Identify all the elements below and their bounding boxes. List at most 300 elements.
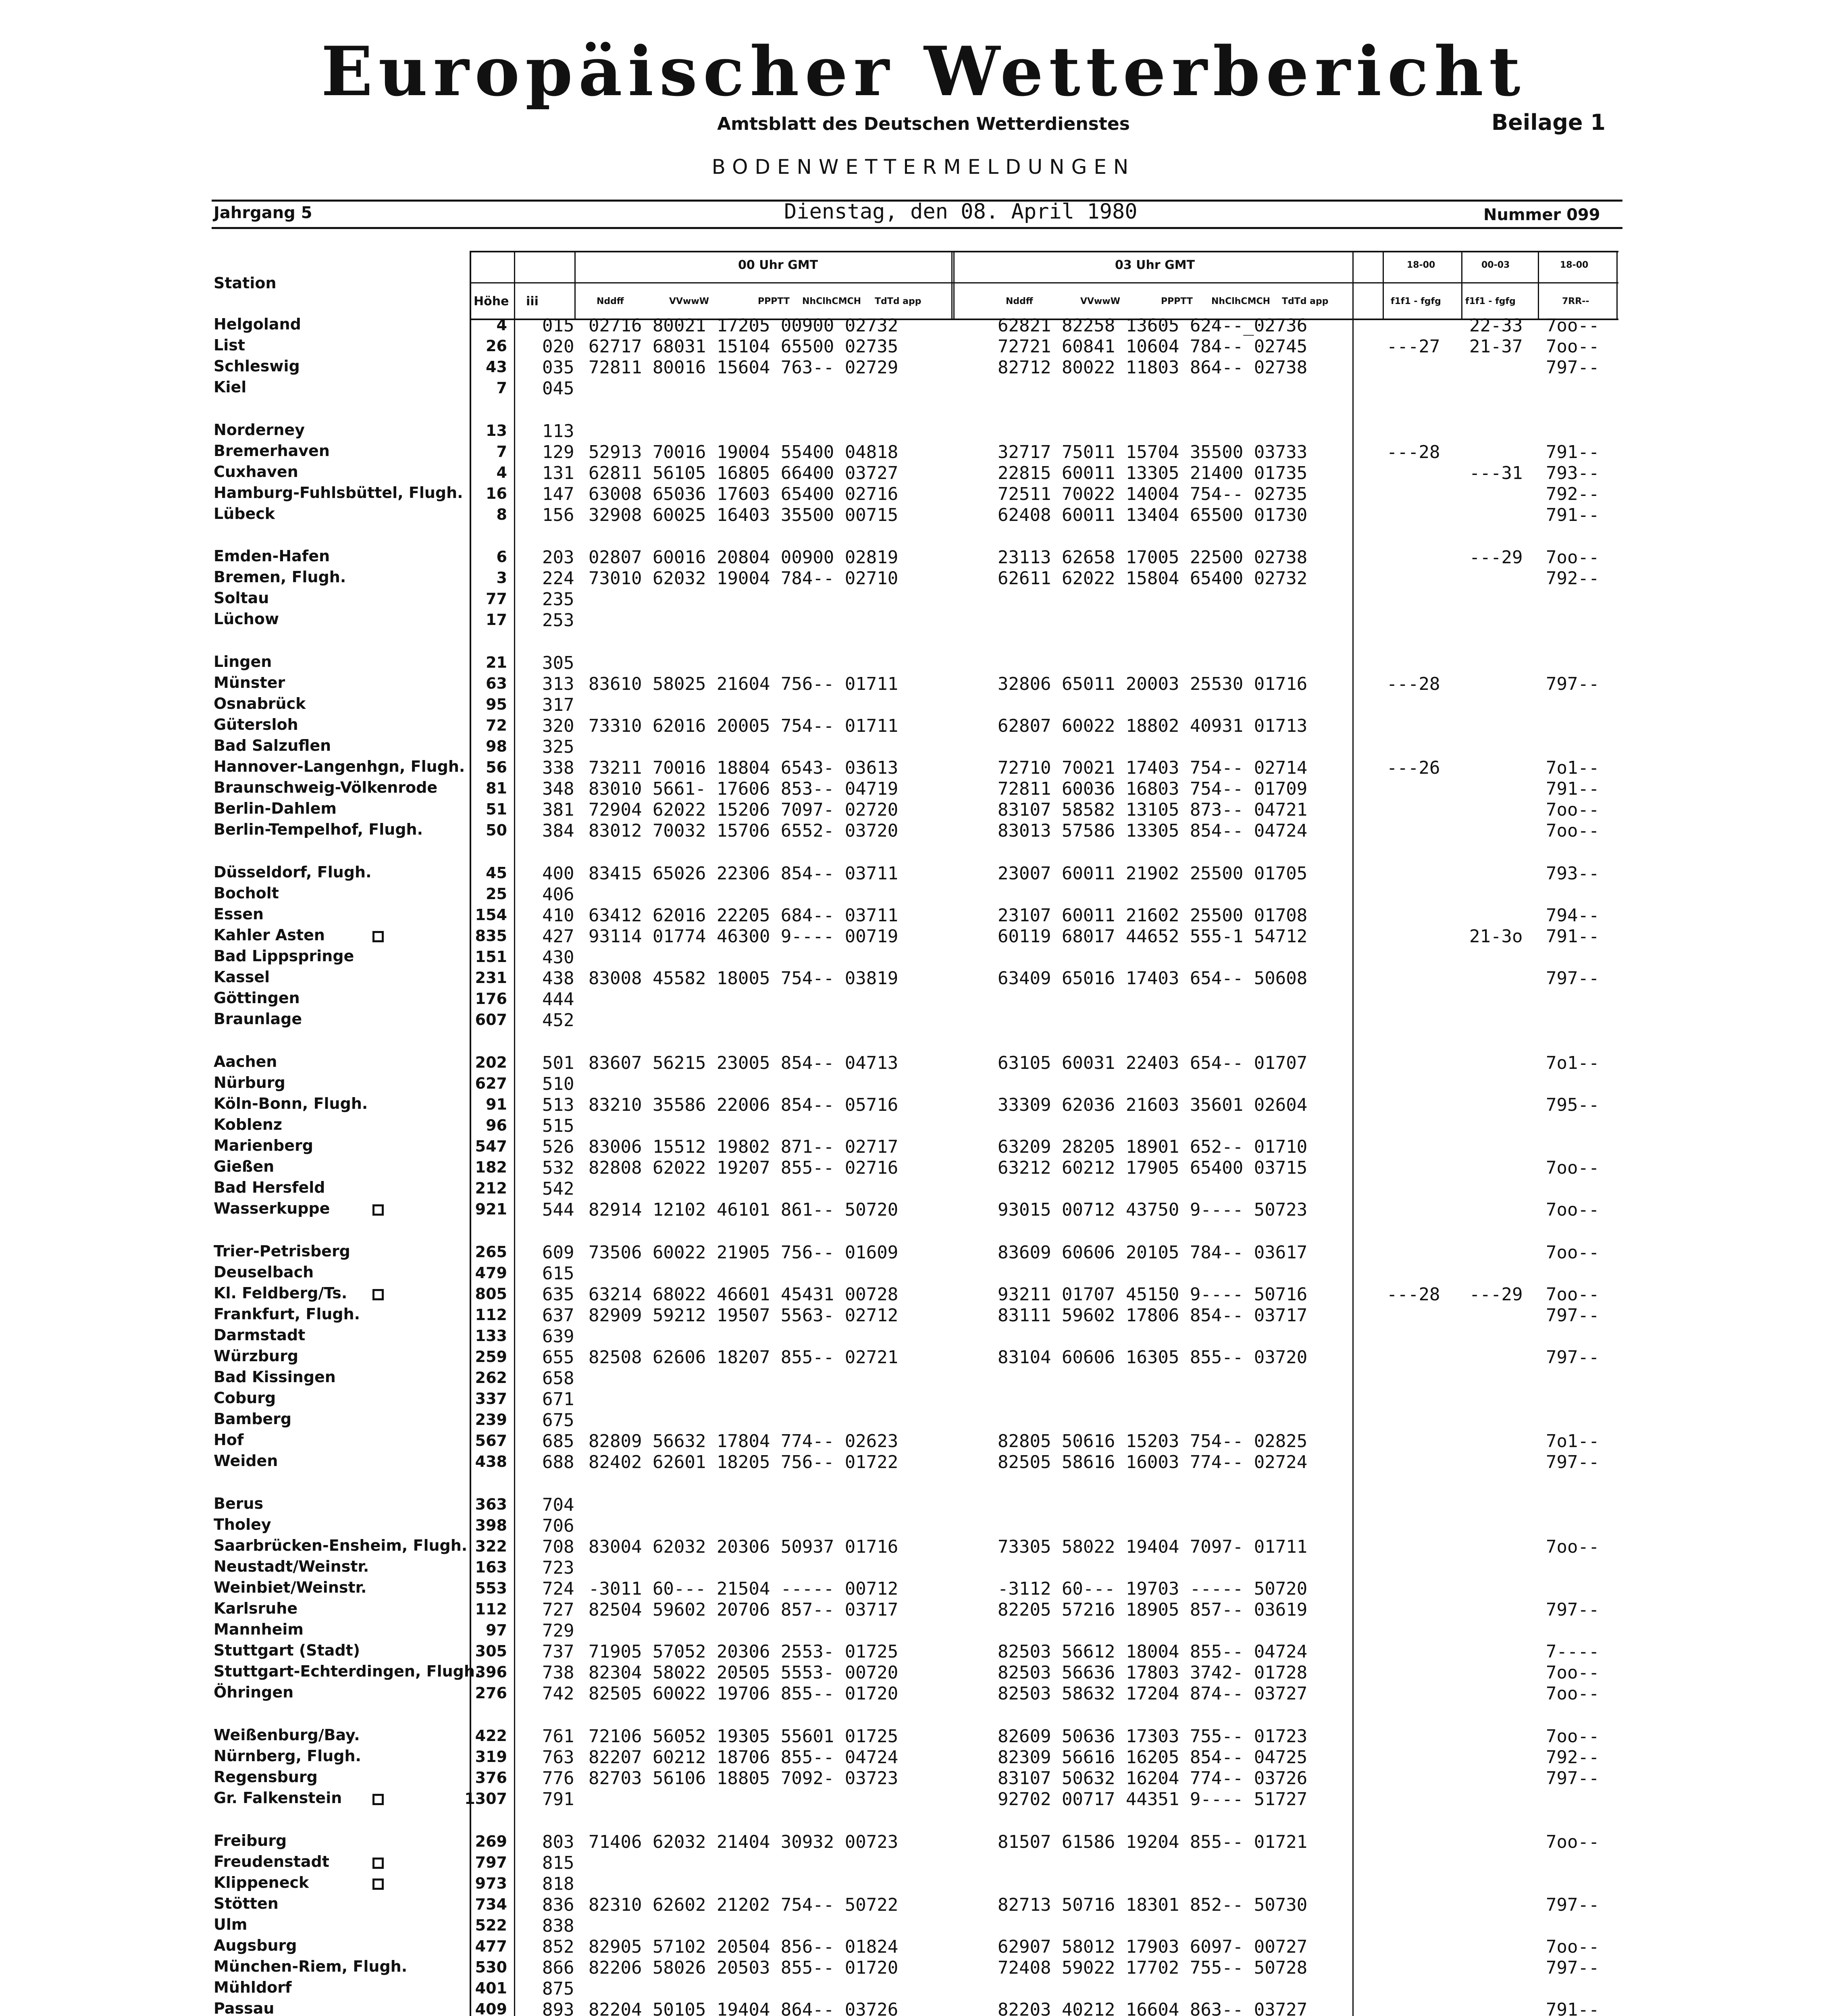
- beilage-label: Beilage 1: [1491, 110, 1606, 135]
- station-id: 147: [542, 484, 574, 504]
- station-id: 515: [542, 1116, 574, 1136]
- station-id: 156: [542, 505, 574, 525]
- station-id: 791: [542, 1789, 574, 1810]
- station-name: Bad Lippspringe: [214, 947, 354, 965]
- precip-group-value: 7o1--: [1546, 758, 1599, 778]
- gust-18-00-value: ---28: [1387, 442, 1440, 462]
- station-id: 615: [542, 1263, 574, 1284]
- precip-group-value: 7oo--: [1546, 1158, 1599, 1178]
- station-elevation: 522: [475, 1916, 507, 1934]
- report-03-gmt: 82505 58616 16003 774-- 02724: [998, 1452, 1308, 1472]
- station-id: 526: [542, 1137, 574, 1157]
- station-id: 410: [542, 905, 574, 926]
- station-elevation: 337: [475, 1390, 507, 1408]
- report-00-gmt: 82508 62606 18207 855-- 02721: [589, 1347, 899, 1368]
- station-elevation: 239: [475, 1411, 507, 1429]
- precip-18-00-subheader: 7RR--: [1562, 296, 1589, 306]
- report-03-gmt: 83104 60606 16305 855-- 03720: [998, 1347, 1308, 1368]
- station-id: 723: [542, 1558, 574, 1578]
- station-name: Hamburg-Fuhlsbüttel, Flugh.: [214, 484, 463, 502]
- station-id: 406: [542, 884, 574, 905]
- station-id: 381: [542, 800, 574, 820]
- station-name: Berlin-Dahlem: [214, 800, 337, 817]
- station-elevation: 8: [496, 506, 507, 523]
- station-elevation: 398: [475, 1516, 507, 1534]
- report-00-gmt: 93114 01774 46300 9---- 00719: [589, 926, 899, 947]
- gust-00-03-subheader: f1f1 - fgfg: [1465, 296, 1516, 306]
- station-id: 313: [542, 674, 574, 694]
- vrule-c3-right: [1616, 251, 1618, 319]
- report-00-gmt: 82504 59602 20706 857-- 03717: [589, 1599, 899, 1620]
- station-id: 852: [542, 1937, 574, 1957]
- station-name: Würzburg: [214, 1347, 299, 1365]
- station-name: Passau: [214, 1999, 275, 2016]
- station-elevation: 231: [475, 969, 507, 987]
- precip-group-value: 791--: [1546, 505, 1599, 525]
- station-id: 671: [542, 1389, 574, 1410]
- station-id: 836: [542, 1895, 574, 1915]
- vrule-c2-left: [1461, 251, 1462, 319]
- station-name: Helgoland: [214, 315, 301, 333]
- station-elevation: 376: [475, 1769, 507, 1787]
- vrule-group03-left: [953, 251, 955, 319]
- precip-group-value: 797--: [1546, 1305, 1599, 1326]
- station-elevation: 401: [475, 1979, 507, 1997]
- station-elevation: 547: [475, 1137, 507, 1155]
- gust-18-00-value: ---28: [1387, 674, 1440, 694]
- page-title: Europäischer Wetterbericht: [321, 31, 1526, 111]
- station-elevation: 56: [486, 758, 507, 776]
- precip-group-value: 7oo--: [1546, 1242, 1599, 1263]
- station-name: Kahler Asten: [214, 926, 325, 944]
- precip-group-value: 797--: [1546, 1895, 1599, 1915]
- gust-18-00-value: ---27: [1387, 336, 1440, 357]
- report-03-gmt: 82712 80022 11803 864-- 02738: [998, 357, 1308, 378]
- station-elevation: 95: [486, 696, 507, 713]
- report-00-gmt: 83010 5661- 17606 853-- 04719: [589, 779, 899, 799]
- station-name: Braunlage: [214, 1010, 302, 1028]
- gust-00-03-header: 00-03: [1481, 260, 1510, 270]
- station-name: Aachen: [214, 1053, 277, 1070]
- station-name: Hannover-Langenhgn, Flugh.: [214, 758, 465, 775]
- precip-group-value: 797--: [1546, 674, 1599, 694]
- station-name: Wasserkuppe: [214, 1200, 330, 1217]
- precip-group-value: 797--: [1546, 1452, 1599, 1472]
- precip-group-value: 7o1--: [1546, 1053, 1599, 1073]
- station-name: Deuselbach: [214, 1263, 314, 1281]
- station-elevation: 72: [486, 716, 507, 734]
- station-name: Gießen: [214, 1158, 275, 1175]
- precip-group-value: 791--: [1546, 1999, 1599, 2016]
- station-id: 818: [542, 1874, 574, 1894]
- report-03-gmt: 72408 59022 17702 755-- 50728: [998, 1958, 1308, 1978]
- station-name: Karlsruhe: [214, 1599, 298, 1617]
- station-elevation: 3: [496, 569, 507, 587]
- report-00-gmt: 83006 15512 19802 871-- 02717: [589, 1137, 899, 1157]
- precip-group-value: 7oo--: [1546, 1937, 1599, 1957]
- station-name: Norderney: [214, 421, 305, 439]
- station-elevation: 202: [475, 1054, 507, 1071]
- station-name: Trier-Petrisberg: [214, 1242, 350, 1260]
- sub-header-nhcl-00: NhClhCMCH: [802, 296, 861, 306]
- station-name: Bad Hersfeld: [214, 1179, 325, 1196]
- station-elevation: 797: [475, 1854, 507, 1871]
- group-03-header: 03 Uhr GMT: [1115, 258, 1195, 272]
- report-03-gmt: 23007 60011 21902 25500 01705: [998, 863, 1308, 884]
- station-id: 020: [542, 336, 574, 357]
- station-elevation: 43: [486, 358, 507, 376]
- report-00-gmt: 73506 60022 21905 756-- 01609: [589, 1242, 899, 1263]
- sub-header-tdtd-00: TdTd app: [875, 296, 921, 306]
- station-elevation: 25: [486, 885, 507, 903]
- station-id: 131: [542, 463, 574, 483]
- report-03-gmt: 63212 60212 17905 65400 03715: [998, 1158, 1308, 1178]
- station-elevation: 438: [475, 1453, 507, 1470]
- station-name: Coburg: [214, 1389, 276, 1407]
- station-id: 015: [542, 315, 574, 336]
- station-elevation: 77: [486, 590, 507, 608]
- station-name: Darmstadt: [214, 1326, 306, 1344]
- station-id: 224: [542, 568, 574, 589]
- station-name: Bremerhaven: [214, 442, 330, 460]
- precip-group-value: 794--: [1546, 905, 1599, 926]
- station-name: Gütersloh: [214, 716, 298, 733]
- precip-group-value: 7oo--: [1546, 547, 1599, 568]
- report-03-gmt: 83107 50632 16204 774-- 03726: [998, 1768, 1308, 1789]
- station-name: Emden-Hafen: [214, 547, 330, 565]
- sub-header-ppptt-03: PPPTT: [1161, 296, 1193, 306]
- report-00-gmt: 83607 56215 23005 854-- 04713: [589, 1053, 899, 1073]
- station-name: Kiel: [214, 378, 247, 396]
- station-elevation: 276: [475, 1684, 507, 1702]
- station-name: Regensburg: [214, 1768, 318, 1786]
- report-00-gmt: 82402 62601 18205 756-- 01722: [589, 1452, 899, 1472]
- station-name: Koblenz: [214, 1116, 283, 1133]
- vrule-c3-left: [1538, 251, 1539, 319]
- station-name: Augsburg: [214, 1937, 297, 1954]
- mountain-station-marker: [372, 1289, 384, 1300]
- hoehe-column-header: Höhe: [474, 294, 509, 308]
- station-id: 675: [542, 1410, 574, 1431]
- station-id: 513: [542, 1095, 574, 1115]
- station-elevation: 805: [475, 1285, 507, 1303]
- iii-column-header: iii: [526, 294, 539, 308]
- station-id: 338: [542, 758, 574, 778]
- station-id: 875: [542, 1979, 574, 1999]
- station-id: 658: [542, 1368, 574, 1389]
- mountain-station-marker: [372, 1858, 384, 1869]
- station-elevation: 4: [496, 316, 507, 334]
- gust-18-00-value: ---28: [1387, 1284, 1440, 1305]
- station-elevation: 305: [475, 1642, 507, 1660]
- station-elevation: 607: [475, 1011, 507, 1029]
- station-id: 688: [542, 1452, 574, 1472]
- station-elevation: 6: [496, 548, 507, 566]
- station-elevation: 422: [475, 1727, 507, 1745]
- precip-group-value: 797--: [1546, 1599, 1599, 1620]
- vrule-group03-right: [1352, 251, 1354, 2016]
- header-rule-bottom: [212, 227, 1622, 229]
- mountain-station-marker: [372, 1794, 384, 1805]
- report-00-gmt: 82808 62022 19207 855-- 02716: [589, 1158, 899, 1178]
- station-id: 438: [542, 968, 574, 989]
- station-name: Kassel: [214, 968, 270, 986]
- station-name: Frankfurt, Flugh.: [214, 1305, 360, 1323]
- station-elevation: 50: [486, 821, 507, 839]
- station-id: 129: [542, 442, 574, 462]
- report-03-gmt: 82609 50636 17303 755-- 01723: [998, 1726, 1308, 1747]
- station-id: 325: [542, 737, 574, 757]
- report-00-gmt: 83012 70032 15706 6552- 03720: [589, 821, 899, 841]
- vrule-c1-left: [1383, 251, 1384, 319]
- report-03-gmt: 82309 56616 16205 854-- 04725: [998, 1747, 1308, 1768]
- report-03-gmt: 83107 58582 13105 873-- 04721: [998, 800, 1308, 820]
- station-id: 035: [542, 357, 574, 378]
- station-elevation: 734: [475, 1895, 507, 1913]
- station-name: Nürburg: [214, 1074, 285, 1091]
- report-03-gmt: 72511 70022 14004 754-- 02735: [998, 484, 1308, 504]
- station-name: München-Riem, Flugh.: [214, 1958, 408, 1975]
- gust-00-03-value: ---31: [1469, 463, 1523, 483]
- station-elevation: 26: [486, 337, 507, 355]
- report-03-gmt: 62611 62022 15804 65400 02732: [998, 568, 1308, 589]
- station-elevation: 63: [486, 675, 507, 692]
- station-id: 235: [542, 589, 574, 610]
- report-00-gmt: 73310 62016 20005 754-- 01711: [589, 716, 899, 736]
- station-id: 776: [542, 1768, 574, 1789]
- station-elevation: 81: [486, 779, 507, 797]
- station-name: Münster: [214, 674, 285, 691]
- report-03-gmt: 83111 59602 17806 854-- 03717: [998, 1305, 1308, 1326]
- station-name: Lüchow: [214, 610, 279, 628]
- station-elevation: 7: [496, 443, 507, 460]
- station-elevation: 45: [486, 864, 507, 882]
- station-id: 501: [542, 1053, 574, 1073]
- gust-00-03-value: 21-3o: [1469, 926, 1523, 947]
- station-name: Göttingen: [214, 989, 300, 1007]
- report-00-gmt: 82809 56632 17804 774-- 02623: [589, 1431, 899, 1452]
- station-id: 685: [542, 1431, 574, 1452]
- station-name: Mannheim: [214, 1620, 304, 1638]
- issue-number: Nummer 099: [1483, 206, 1600, 224]
- report-03-gmt: 62807 60022 18802 40931 01713: [998, 716, 1308, 736]
- mountain-station-marker: [372, 1879, 384, 1890]
- gust-00-03-value: ---29: [1469, 1284, 1523, 1305]
- report-03-gmt: 23113 62658 17005 22500 02738: [998, 547, 1308, 568]
- station-name: Mühldorf: [214, 1979, 292, 1996]
- station-id: 430: [542, 947, 574, 968]
- station-elevation: 396: [475, 1663, 507, 1681]
- report-00-gmt: 02716 80021 17205 00900 02732: [589, 315, 899, 336]
- report-00-gmt: 32908 60025 16403 35500 00715: [589, 505, 899, 525]
- station-id: 724: [542, 1579, 574, 1599]
- report-03-gmt: 63209 28205 18901 652-- 01710: [998, 1137, 1308, 1157]
- jahrgang-label: Jahrgang 5: [214, 204, 312, 222]
- station-elevation: 182: [475, 1158, 507, 1176]
- report-03-gmt: 73305 58022 19404 7097- 01711: [998, 1537, 1308, 1557]
- report-03-gmt: 83013 57586 13305 854-- 04724: [998, 821, 1308, 841]
- report-00-gmt: 83008 45582 18005 754-- 03819: [589, 968, 899, 989]
- precip-group-value: 7oo--: [1546, 800, 1599, 820]
- page-subtitle: Amtsblatt des Deutschen Wetterdienstes: [717, 114, 1130, 134]
- station-elevation: 151: [475, 948, 507, 966]
- station-id: 609: [542, 1242, 574, 1263]
- station-name: Bremen, Flugh.: [214, 568, 346, 586]
- precip-group-value: 797--: [1546, 1347, 1599, 1368]
- station-name: Kl. Feldberg/Ts.: [214, 1284, 347, 1302]
- station-name: Bamberg: [214, 1410, 292, 1428]
- station-id: 305: [542, 653, 574, 673]
- precip-group-value: 791--: [1546, 442, 1599, 462]
- precip-group-value: 793--: [1546, 863, 1599, 884]
- station-elevation: 269: [475, 1833, 507, 1850]
- report-00-gmt: 82905 57102 20504 856-- 01824: [589, 1937, 899, 1957]
- station-column-header: Station: [214, 274, 277, 292]
- report-03-gmt: 82503 56636 17803 3742- 01728: [998, 1662, 1308, 1683]
- station-name: Bad Kissingen: [214, 1368, 336, 1386]
- station-name: Stuttgart (Stadt): [214, 1641, 360, 1659]
- report-03-gmt: 82805 50616 15203 754-- 02825: [998, 1431, 1308, 1452]
- gust-00-03-value: ---29: [1469, 547, 1523, 568]
- report-03-gmt: 23107 60011 21602 25500 01708: [998, 905, 1308, 926]
- precip-group-value: 7oo--: [1546, 1683, 1599, 1704]
- report-03-gmt: 63409 65016 17403 654-- 50608: [998, 968, 1308, 989]
- station-elevation: 4: [496, 464, 507, 481]
- report-00-gmt: 63008 65036 17603 65400 02716: [589, 484, 899, 504]
- report-03-gmt: 83609 60606 20105 784-- 03617: [998, 1242, 1308, 1263]
- station-elevation: 21: [486, 654, 507, 671]
- station-elevation: 176: [475, 990, 507, 1008]
- precip-group-value: 795--: [1546, 1095, 1599, 1115]
- station-elevation: 96: [486, 1116, 507, 1134]
- precip-group-value: 797--: [1546, 968, 1599, 989]
- station-name: Tholey: [214, 1516, 271, 1533]
- station-elevation: 212: [475, 1179, 507, 1197]
- precip-group-value: 7oo--: [1546, 1726, 1599, 1747]
- vrule-iii-right: [574, 251, 576, 319]
- report-03-gmt: 62408 60011 13404 65500 01730: [998, 505, 1308, 525]
- sub-header-nddff-03: Nddff: [1006, 296, 1033, 306]
- sub-header-nhcl-03: NhClhCMCH: [1211, 296, 1271, 306]
- station-elevation: 363: [475, 1495, 507, 1513]
- station-id: 803: [542, 1832, 574, 1852]
- station-elevation: 154: [475, 906, 507, 924]
- station-id: 045: [542, 378, 574, 399]
- report-00-gmt: 83210 35586 22006 854-- 05716: [589, 1095, 899, 1115]
- station-id: 708: [542, 1537, 574, 1557]
- station-name: Saarbrücken-Ensheim, Flugh.: [214, 1537, 468, 1554]
- precip-group-value: 7oo--: [1546, 821, 1599, 841]
- precip-group-value: 792--: [1546, 484, 1599, 504]
- station-elevation: 97: [486, 1621, 507, 1639]
- report-00-gmt: 62811 56105 16805 66400 03727: [589, 463, 899, 483]
- station-name: Stuttgart-Echterdingen, Flugh.: [214, 1662, 481, 1680]
- station-id: 639: [542, 1326, 574, 1347]
- report-00-gmt: 72106 56052 19305 55601 01725: [589, 1726, 899, 1747]
- station-id: 532: [542, 1158, 574, 1178]
- precip-group-value: 7oo--: [1546, 336, 1599, 357]
- gust-18-00-subheader: f1f1 - fgfg: [1391, 296, 1441, 306]
- precip-group-value: 791--: [1546, 926, 1599, 947]
- precip-group-value: 797--: [1546, 1958, 1599, 1978]
- station-id: 737: [542, 1641, 574, 1662]
- precip-group-value: 7oo--: [1546, 1662, 1599, 1683]
- report-03-gmt: 93211 01707 45150 9---- 50716: [998, 1284, 1308, 1305]
- station-id: 544: [542, 1200, 574, 1220]
- report-00-gmt: -3011 60--- 21504 ----- 00712: [589, 1579, 899, 1599]
- report-00-gmt: 82914 12102 46101 861-- 50720: [589, 1200, 899, 1220]
- sub-header-tdtd-03: TdTd app: [1282, 296, 1329, 306]
- station-elevation: 17: [486, 611, 507, 629]
- station-elevation: 13: [486, 422, 507, 439]
- station-id: 427: [542, 926, 574, 947]
- precip-group-value: 7o1--: [1546, 1431, 1599, 1452]
- station-id: 320: [542, 716, 574, 736]
- report-00-gmt: 71406 62032 21404 30932 00723: [589, 1832, 899, 1852]
- station-name: Lingen: [214, 653, 272, 671]
- sub-header-vvwww-03: VVwwW: [1080, 296, 1120, 306]
- station-name: Ulm: [214, 1916, 248, 1933]
- station-id: 510: [542, 1074, 574, 1094]
- station-name: Soltau: [214, 589, 269, 607]
- report-03-gmt: 32717 75011 15704 35500 03733: [998, 442, 1308, 462]
- station-id: 253: [542, 610, 574, 631]
- sub-header-nddff-00: Nddff: [597, 296, 624, 306]
- station-elevation: 409: [475, 2000, 507, 2016]
- station-name: Weinbiet/Weinstr.: [214, 1579, 367, 1596]
- station-id: 727: [542, 1599, 574, 1620]
- mountain-station-marker: [372, 1204, 384, 1216]
- report-03-gmt: -3112 60--- 19703 ----- 50720: [998, 1579, 1308, 1599]
- report-03-gmt: 82203 40212 16604 863-- 03727: [998, 1999, 1308, 2016]
- station-elevation: 51: [486, 800, 507, 818]
- report-00-gmt: 82304 58022 20505 5553- 00720: [589, 1662, 899, 1683]
- station-elevation: 259: [475, 1348, 507, 1366]
- station-name: Berus: [214, 1495, 264, 1512]
- section-title: BODENWETTERMELDUNGEN: [711, 155, 1136, 179]
- station-name: Essen: [214, 905, 264, 923]
- station-id: 452: [542, 1010, 574, 1031]
- station-name: Nürnberg, Flugh.: [214, 1747, 361, 1765]
- station-id: 635: [542, 1284, 574, 1305]
- station-id: 704: [542, 1495, 574, 1515]
- station-name: Öhringen: [214, 1683, 294, 1701]
- station-name: Weiden: [214, 1452, 278, 1470]
- station-id: 893: [542, 1999, 574, 2016]
- station-id: 815: [542, 1853, 574, 1873]
- station-name: Marienberg: [214, 1137, 313, 1154]
- station-name: Osnabrück: [214, 695, 306, 712]
- report-03-gmt: 82205 57216 18905 857-- 03619: [998, 1599, 1308, 1620]
- report-03-gmt: 82503 56612 18004 855-- 04724: [998, 1641, 1308, 1662]
- issue-date: Dienstag, den 08. April 1980: [784, 200, 1138, 224]
- vrule-group00-right: [951, 251, 953, 319]
- report-00-gmt: 82310 62602 21202 754-- 50722: [589, 1895, 899, 1915]
- station-name: Berlin-Tempelhof, Flugh.: [214, 821, 423, 838]
- station-elevation: 91: [486, 1095, 507, 1113]
- report-03-gmt: 81507 61586 19204 855-- 01721: [998, 1832, 1308, 1852]
- gust-00-03-value: 21-37: [1469, 336, 1523, 357]
- table-header-top-rule: [470, 251, 1618, 252]
- station-name: Hof: [214, 1431, 244, 1449]
- gust-00-03-value: 22-33: [1469, 315, 1523, 336]
- group-00-header: 00 Uhr GMT: [738, 258, 818, 272]
- report-03-gmt: 92702 00717 44351 9---- 51727: [998, 1789, 1308, 1810]
- station-name: Klippeneck: [214, 1874, 309, 1891]
- station-name: Cuxhaven: [214, 463, 298, 481]
- station-elevation: 112: [475, 1306, 507, 1324]
- precip-group-value: 792--: [1546, 1747, 1599, 1768]
